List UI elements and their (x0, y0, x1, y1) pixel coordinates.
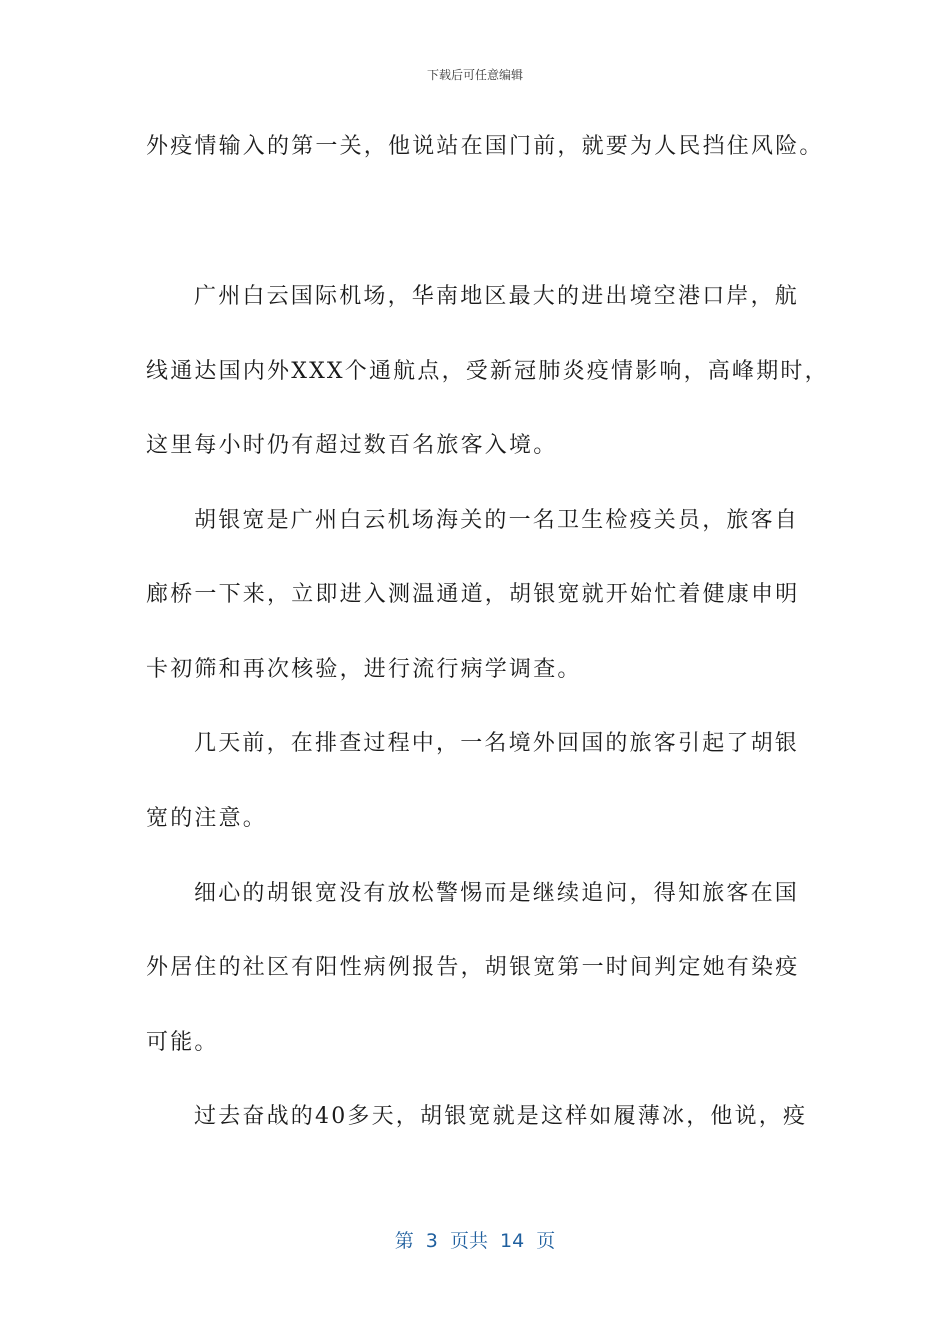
text-line-1: 外疫情输入的第一关，他说站在国门前，就要为人民挡住风险。 (146, 134, 824, 159)
header-note: 下载后可任意编辑 (426, 68, 523, 82)
page-number-footer: 第 3 页共 14 页 (394, 1230, 556, 1252)
text-line-13: 过去奋战的40多天，胡银宽就是这样如履薄冰，他说，疫 (194, 1104, 808, 1129)
text-line-3: 线通达国内外XXX个通航点，受新冠肺炎疫情影响，高峰期时， (146, 359, 829, 384)
text-line-5: 胡银宽是广州白云机场海关的一名卫生检疫关员，旅客自 (194, 508, 800, 533)
text-line-12: 可能。 (146, 1030, 219, 1055)
text-line-10: 细心的胡银宽没有放松警惕而是继续追问，得知旅客在国 (194, 881, 800, 906)
text-line-4: 这里每小时仍有超过数百名旅客入境。 (146, 433, 558, 458)
text-line-11: 外居住的社区有阳性病例报告，胡银宽第一时间判定她有染疫 (146, 955, 800, 980)
text-line-7: 卡初筛和再次核验，进行流行病学调查。 (146, 657, 582, 682)
text-line-6: 廊桥一下来，立即进入测温通道，胡银宽就开始忙着健康申明 (146, 582, 800, 607)
text-line-8: 几天前，在排查过程中，一名境外回国的旅客引起了胡银 (194, 731, 800, 756)
text-line-9: 宽的注意。 (146, 806, 268, 831)
text-line-2: 广州白云国际机场，华南地区最大的进出境空港口岸，航 (194, 284, 800, 309)
